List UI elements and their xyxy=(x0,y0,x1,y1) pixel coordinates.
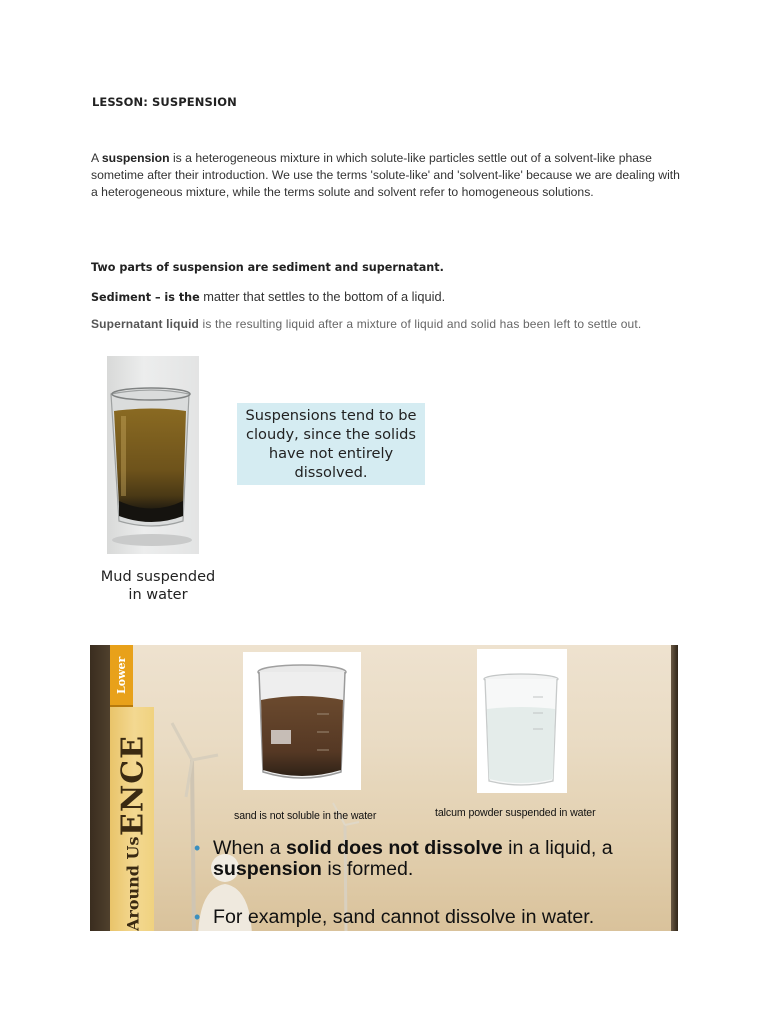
sediment-definition xyxy=(91,289,445,304)
bullet-1-part: When a xyxy=(213,837,286,859)
slide-bullet-2-text: For example, sand cannot dissolve in water. xyxy=(213,906,595,928)
slide-vertical-title-big: ENCE xyxy=(115,735,151,837)
mud-caption xyxy=(96,568,220,604)
supernatant-term: Supernatant liquid xyxy=(91,317,200,331)
talc-beaker-illustration xyxy=(477,649,567,793)
mud-caption-line-1: Mud suspended xyxy=(100,569,216,585)
mud-glass-photo xyxy=(107,356,199,554)
sediment-text: matter that settles to the bottom of a liquid. xyxy=(199,289,446,304)
slide-bullet-2 xyxy=(194,907,654,928)
talc-beaker-photo xyxy=(477,649,567,793)
intro-term: suspension xyxy=(101,151,170,165)
bullet-1-part: is formed. xyxy=(321,858,414,880)
sand-caption: sand is not soluble in the water xyxy=(234,810,377,822)
intro-rest: is a heterogeneous mixture in which solute-like particles settle out of a solvent-like phase sometime after their introduction. We use the terms 'solute-like' and 'solvent-like' because we are dealing with a heterogeneous mixture, while the terms solute and solvent refer to homogeneous solutions. xyxy=(91,151,680,199)
sand-beaker-illustration xyxy=(243,652,361,790)
two-parts-heading: Two parts of suspension are sediment and supernatant. xyxy=(91,261,444,274)
slide-vertical-title-small: Around Us xyxy=(123,836,143,931)
slide-level-tab-label: Lower xyxy=(115,656,128,694)
slide-level-tab xyxy=(110,645,133,707)
slide-bullet-1-text xyxy=(213,838,654,880)
lesson-title: LESSON: SUSPENSION xyxy=(92,95,237,109)
intro-paragraph xyxy=(91,150,681,201)
bullet-dot: • xyxy=(194,838,201,858)
sediment-label: Sediment – is the xyxy=(91,291,200,304)
bullet-1-bold: solid does not dissolve xyxy=(285,837,503,859)
cloudy-note-text: Suspensions tend to be cloudy, since the solids have not entirely dissolved. xyxy=(245,407,417,481)
slide-right-edge xyxy=(671,645,678,931)
bullet-dot: • xyxy=(194,907,201,927)
supernatant-definition xyxy=(91,317,641,331)
sand-beaker-photo xyxy=(243,652,361,790)
suspension-slide xyxy=(90,645,678,931)
slide-bullet-1 xyxy=(194,838,654,880)
glass-illustration xyxy=(107,356,199,554)
bullet-1-bold: suspension xyxy=(213,858,322,880)
supernatant-text: is the resulting liquid after a mixture of liquid and solid has been left to settle out. xyxy=(199,317,642,331)
cloudy-note-box xyxy=(237,403,425,485)
slide-vertical-title xyxy=(112,707,154,931)
intro-prefix: A xyxy=(91,151,102,165)
bullet-1-part: in a liquid, a xyxy=(502,837,613,859)
mud-caption-line-2: in water xyxy=(128,587,188,603)
talc-caption: talcum powder suspended in water xyxy=(435,807,596,819)
